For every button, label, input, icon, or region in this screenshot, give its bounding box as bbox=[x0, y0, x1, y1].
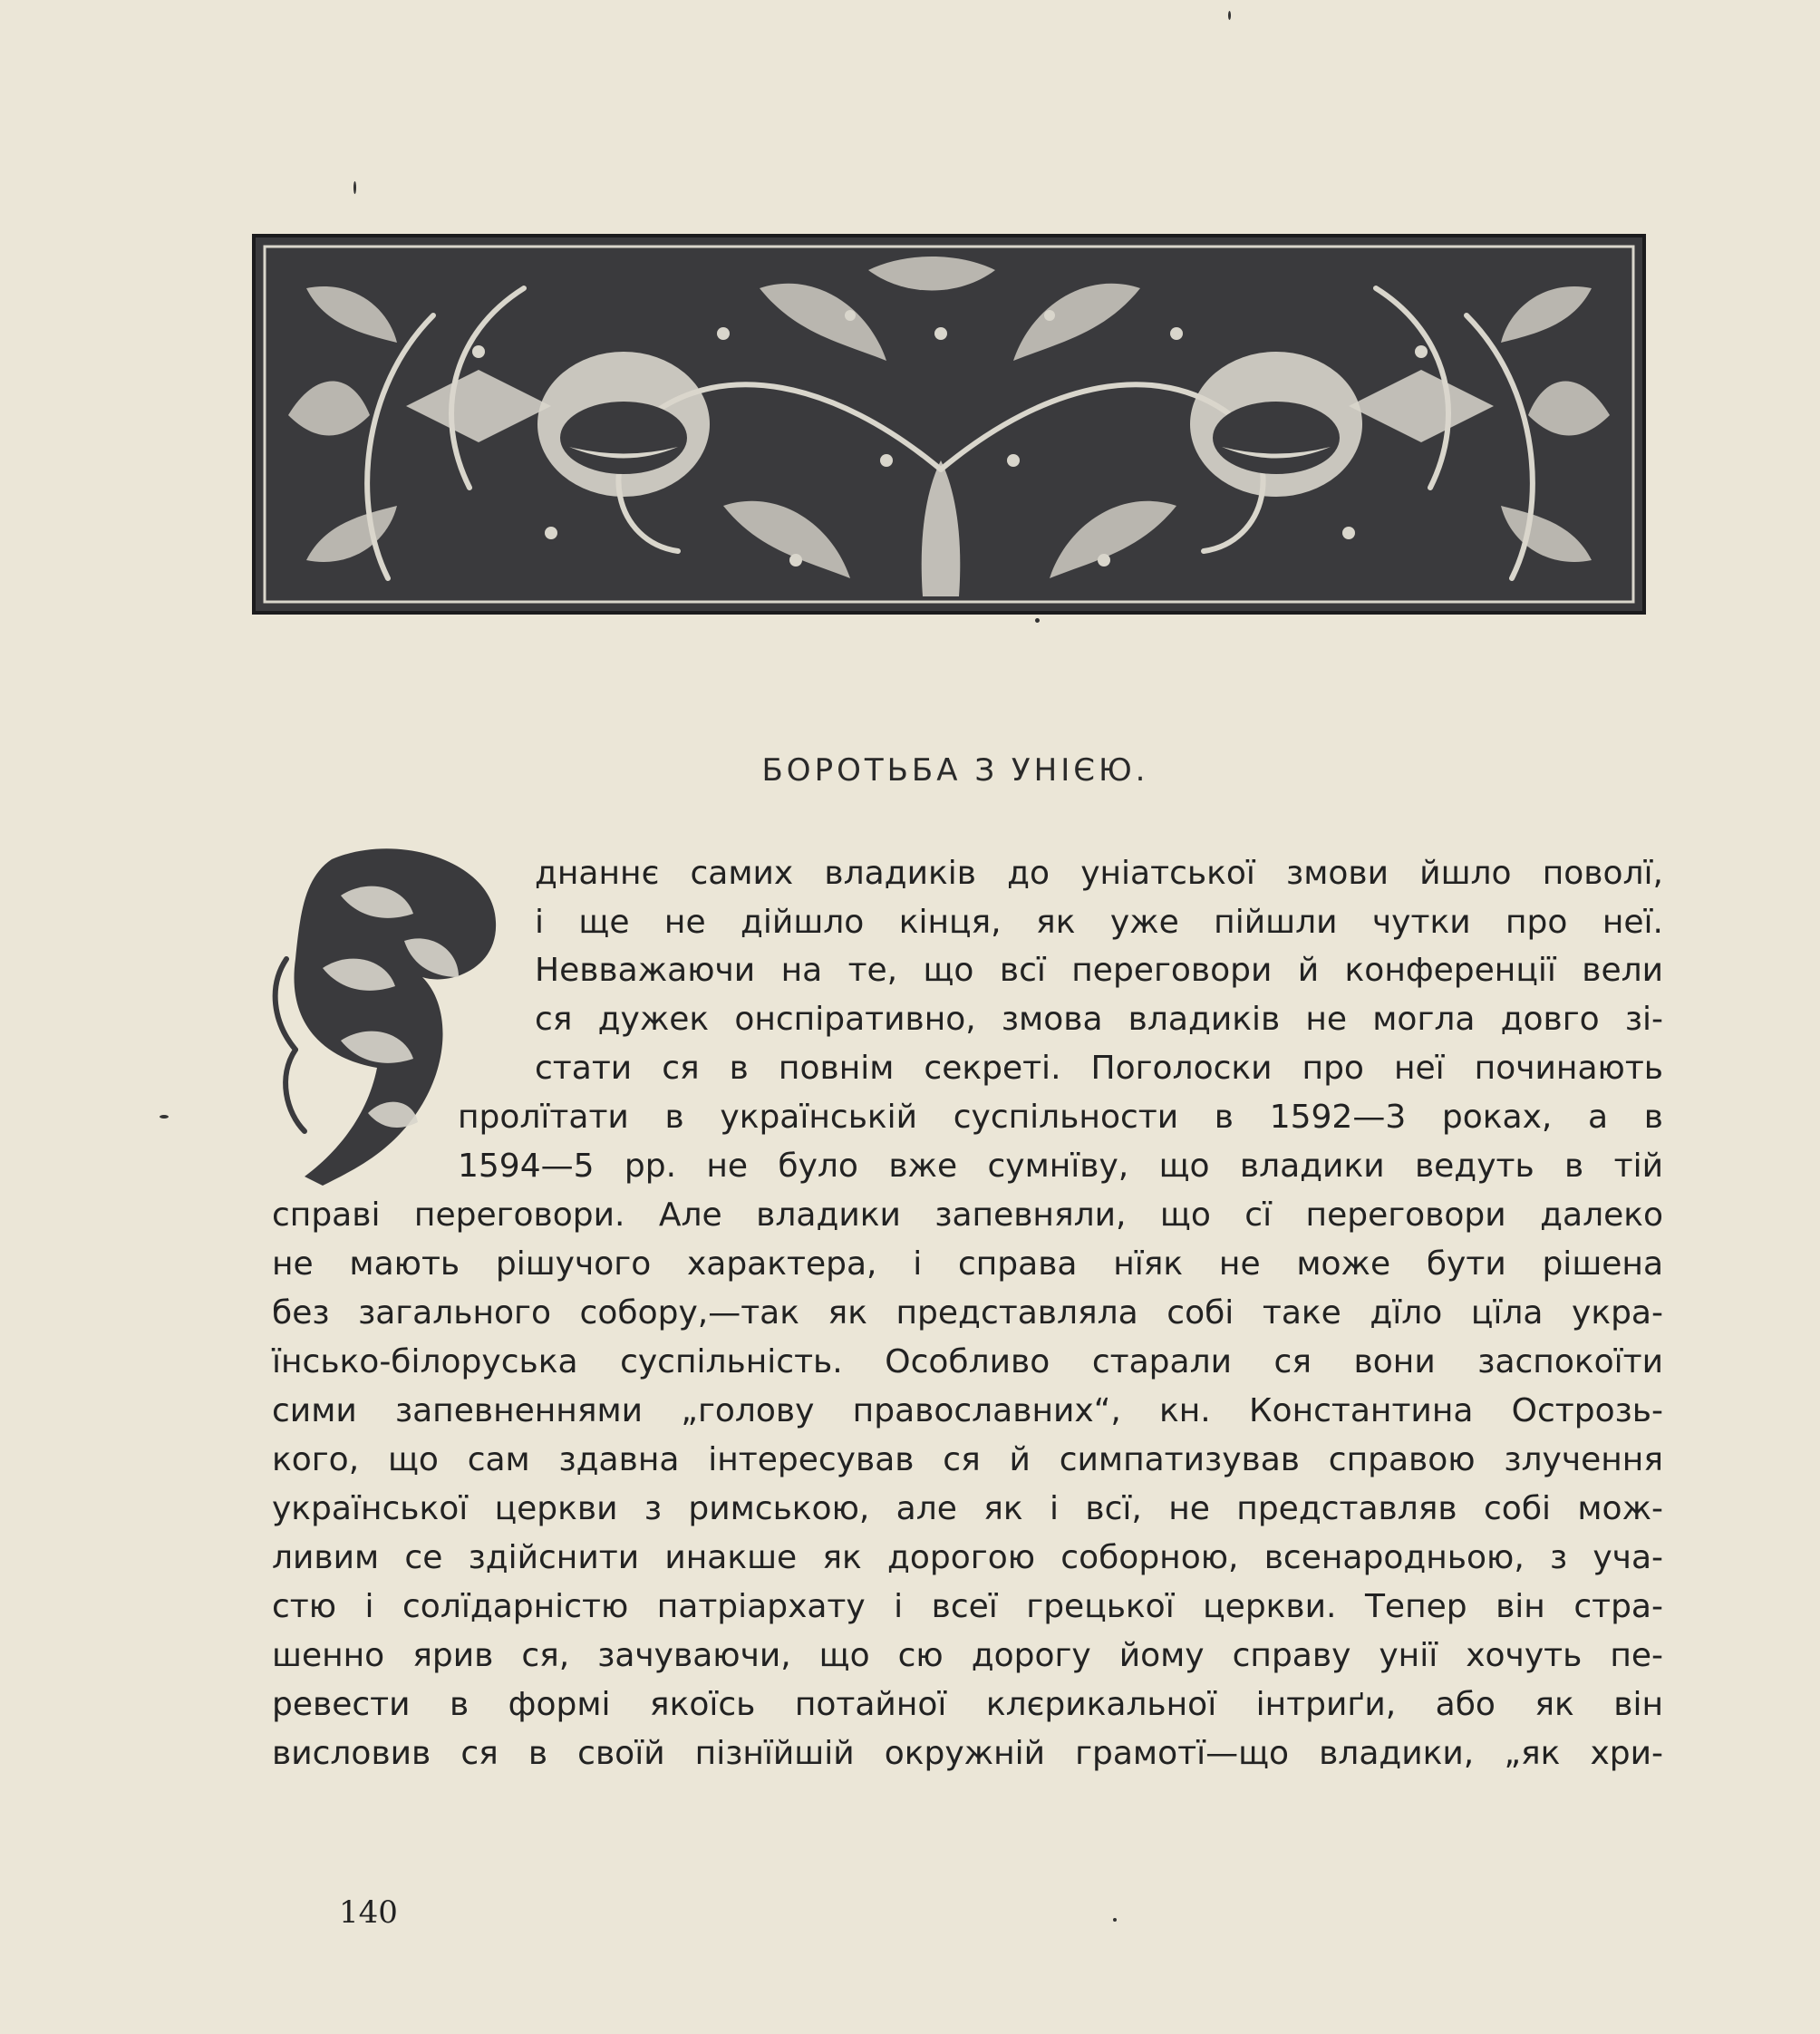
paper-speck bbox=[1228, 11, 1231, 20]
text-line: висловив ся в своїй пізнїйшій окружній грамотї—що владики, „як хри- bbox=[272, 1735, 1663, 1772]
text-line: пролїтати в українській суспільности в 1592—3 роках, а в bbox=[458, 1099, 1663, 1136]
text-line: і ще не дійшло кінця, як уже пійшли чутки про неї. bbox=[535, 904, 1663, 941]
text-line: їнсько-білоруська суспільність. Особливо старали ся вони заспокоїти bbox=[272, 1343, 1663, 1380]
paper-speck bbox=[1035, 618, 1040, 623]
text-line: без загального собору,—так як представляла собі таке дїло цїла укра- bbox=[272, 1294, 1663, 1332]
text-line: сими запевненнями „голову православних“, кн. Константина Острозь- bbox=[272, 1392, 1663, 1429]
floral-headpiece-ornament bbox=[252, 234, 1646, 615]
text-line: Невважаючи на те, що всї переговори й конференції вели bbox=[535, 952, 1663, 989]
text-line: днаннє самих владиків до уніатської змови йшло поволї, bbox=[535, 855, 1663, 892]
text-line: стати ся в повнім секреті. Поголоски про неї починають bbox=[535, 1050, 1663, 1087]
paper-speck bbox=[1113, 1918, 1117, 1922]
text-line: ливим се здійснити инакше як дорогою соборною, всенародньою, з уча- bbox=[272, 1539, 1663, 1576]
foliate-initial-ornament bbox=[268, 841, 513, 1195]
text-line: української церкви з римською, але як і всї, не представляв собі мож- bbox=[272, 1490, 1663, 1527]
text-line: не мають рішучого характера, і справа нїяк не може бути рішена bbox=[272, 1245, 1663, 1283]
text-line: ревести в формі якоїсь потайної клєрикальної інтриґи, або як він bbox=[272, 1686, 1663, 1723]
paper-speck bbox=[353, 181, 356, 194]
text-line: стю і солїдарністю патріархату і всеї грецької церкви. Тепер він стра- bbox=[272, 1588, 1663, 1625]
paper-speck bbox=[160, 1115, 169, 1119]
text-line: ся дужек онспіративно, змова владиків не могла довго зі- bbox=[535, 1001, 1663, 1038]
text-line: справі переговори. Але владики запевняли, що сї переговори далеко bbox=[272, 1196, 1663, 1234]
chapter-title: БОРОТЬБА З УНІЄЮ. bbox=[761, 752, 1149, 789]
text-line: шенно ярив ся, зачуваючи, що сю дорогу йому справу унії хочуть пе- bbox=[272, 1637, 1663, 1674]
text-line: кого, що сам здавна інтересував ся й симпатизував справою злучення bbox=[272, 1441, 1663, 1478]
text-line: 1594—5 рр. не було вже сумнїву, що владики ведуть в тій bbox=[458, 1148, 1663, 1185]
page-number: 140 bbox=[339, 1894, 398, 1931]
